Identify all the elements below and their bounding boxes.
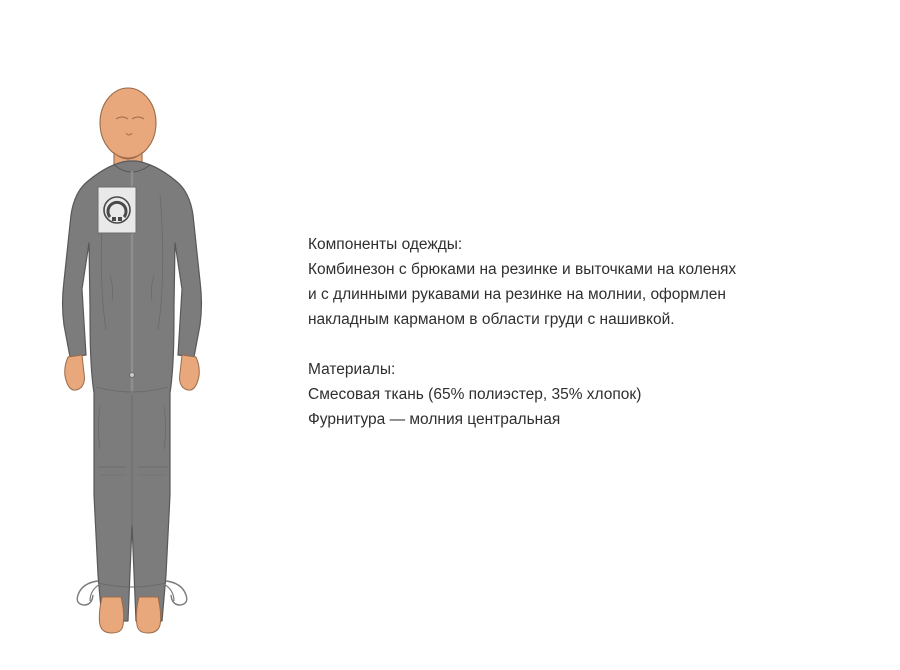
components-heading: Компоненты одежды: <box>308 236 463 253</box>
paragraph-gap <box>308 332 848 357</box>
components-line-1: Комбинезон с брюками на резинке и выточками на коленях <box>308 261 737 278</box>
materials-line-1: Смесовая ткань (65% полиэстер, 35% хлопок) <box>308 386 642 403</box>
components-line-2: и с длинными рукавами на резинке на молнии, оформлен <box>308 286 726 303</box>
materials-line-2: Фурнитура — молния центральная <box>308 411 561 428</box>
feet <box>99 597 160 633</box>
garment-description <box>308 232 848 432</box>
components-line-3: накладным карманом в области груди с нашивкой. <box>308 311 675 328</box>
circular-emblem <box>104 197 130 223</box>
ankle-drawcords <box>77 581 187 605</box>
garment-illustration <box>40 75 280 635</box>
head-shape <box>100 88 156 171</box>
materials-heading: Материалы: <box>308 361 396 378</box>
chest-pocket-patch <box>98 187 136 233</box>
